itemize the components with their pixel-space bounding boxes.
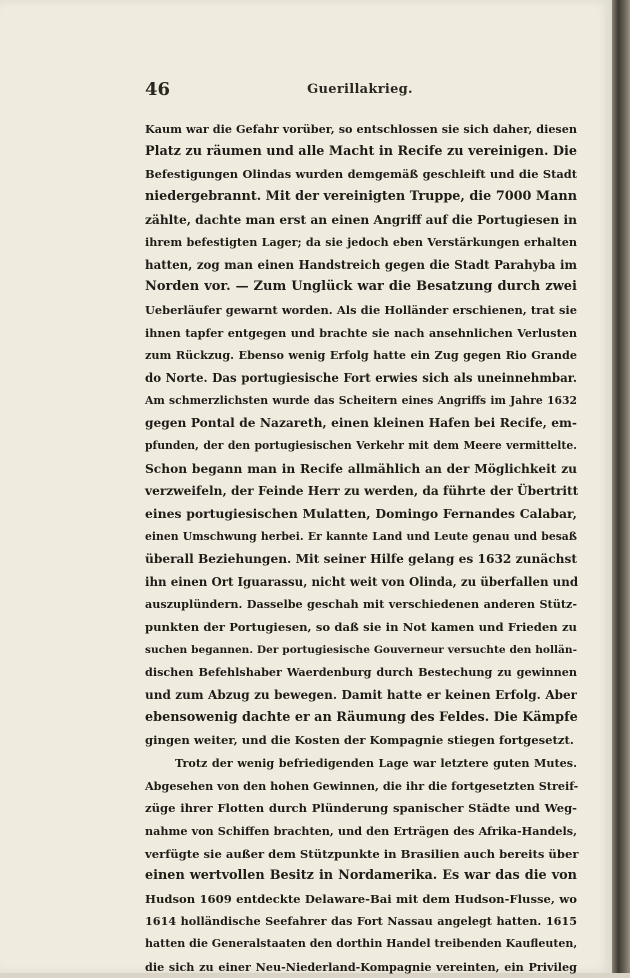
- text-line: gingen weiter, und die Kosten der Kompagnie stiegen fortgesetzt.: [145, 733, 574, 748]
- book-spine: [612, 0, 630, 973]
- text-line: 1614 holländische Seefahrer das Fort Nassau angelegt hatten. 1615: [145, 914, 577, 929]
- paragraph: [145, 752, 577, 978]
- text-line: züge ihrer Flotten durch Plünderung spanischer Städte und Weg-: [145, 801, 577, 816]
- text-line: Am schmerzlichsten wurde das Scheitern eines Angriffs im Jahre 1632: [145, 393, 577, 407]
- text-line: Kaum war die Gefahr vorüber, so entschlossen sie sich daher, diesen: [145, 122, 577, 136]
- text-line: Ueberläufer gewarnt worden. Als die Holländer erschienen, trat sie: [145, 303, 577, 318]
- text-line: gegen Pontal de Nazareth, einen kleinen Hafen bei Recife, em-: [145, 416, 577, 431]
- text-line: ihnen tapfer entgegen und brachte sie nach ansehnlichen Verlusten: [145, 325, 577, 340]
- text-line: überall Beziehungen. Mit seiner Hilfe gelang es 1632 zunächst: [145, 552, 577, 567]
- page-number: 46: [145, 79, 171, 100]
- text-line: zählte, dachte man erst an einen Angriff auf die Portugiesen in: [145, 212, 577, 227]
- text-line: nahme von Schiffen brachten, und den Erträgen des Afrika-Handels,: [145, 823, 577, 838]
- text-line: auszuplündern. Dasselbe geschah mit verschiedenen anderen Stütz-: [145, 597, 577, 612]
- text-line: punkten der Portugiesen, so daß sie in Not kamen und Frieden zu: [145, 620, 577, 635]
- text-line: Schon begann man in Recife allmählich an der Möglichkeit zu: [145, 461, 577, 476]
- text-line: und zum Abzug zu bewegen. Damit hatte er keinen Erfolg. Aber: [145, 688, 577, 703]
- text-line: Befestigungen Olindas wurden demgemäß geschleift und die Stadt: [145, 167, 577, 182]
- text-line: niedergebrannt. Mit der vereinigten Truppe, die 7000 Mann: [145, 188, 577, 204]
- text-line: die sich zu einer Neu-Niederland-Kompagnie vereinten, ein Privileg: [145, 959, 577, 974]
- text-line: ihrem befestigten Lager; da sie jedoch eben Verstärkungen erhalten: [145, 235, 577, 250]
- body-text: [145, 118, 577, 978]
- text-line: dischen Befehlshaber Waerdenburg durch Bestechung zu gewinnen: [145, 665, 577, 680]
- paragraph: [145, 118, 577, 752]
- text-line: pfunden, der den portugiesischen Verkehr mit dem Meere vermittelte.: [145, 438, 577, 452]
- text-line: hatten die Generalstaaten den dorthin Handel treibenden Kaufleuten,: [145, 937, 578, 951]
- text-line: Hudson 1609 entdeckte Delaware-Bai mit dem Hudson-Flusse, wo: [145, 891, 577, 906]
- text-line: einen Umschwung herbei. Er kannte Land und Leute genau und besaß: [145, 529, 577, 543]
- running-title: Guerillakrieg.: [307, 82, 413, 97]
- text-line: ebensowenig dachte er an Räumung des Feldes. Die Kämpfe: [145, 709, 578, 725]
- text-line: Norden vor. — Zum Unglück war die Besatzung durch zwei: [145, 279, 577, 295]
- text-line: hatten, zog man einen Handstreich gegen die Stadt Parahyba im: [145, 257, 577, 272]
- text-line: Abgesehen von den hohen Gewinnen, die ihr die fortgesetzten Streif-: [145, 778, 579, 793]
- text-line: ihn einen Ort Iguarassu, nicht weit von Olinda, zu überfallen und: [145, 574, 579, 589]
- text-line: Platz zu räumen und alle Macht in Recife zu vereinigen. Die: [145, 143, 577, 159]
- text-line: verfügte sie außer dem Stützpunkte in Brasilien auch bereits über: [145, 846, 579, 861]
- text-line: do Norte. Das portugiesische Fort erwies sich als uneinnehmbar.: [145, 371, 577, 386]
- text-line: Trotz der wenig befriedigenden Lage war letztere guten Mutes.: [175, 755, 577, 770]
- text-line: einen wertvollen Besitz in Nordamerika. Es war das die von: [145, 868, 577, 884]
- text-line: verzweifeln, der Feinde Herr zu werden, da führte der Übertritt: [145, 484, 579, 499]
- page-header: [145, 79, 575, 103]
- text-line: suchen begannen. Der portugiesische Gouverneur versuchte den hollän-: [145, 643, 577, 656]
- text-line: zum Rückzug. Ebenso wenig Erfolg hatte ein Zug gegen Rio Grande: [145, 348, 577, 363]
- text-line: eines portugiesischen Mulatten, Domingo Fernandes Calabar,: [145, 505, 577, 521]
